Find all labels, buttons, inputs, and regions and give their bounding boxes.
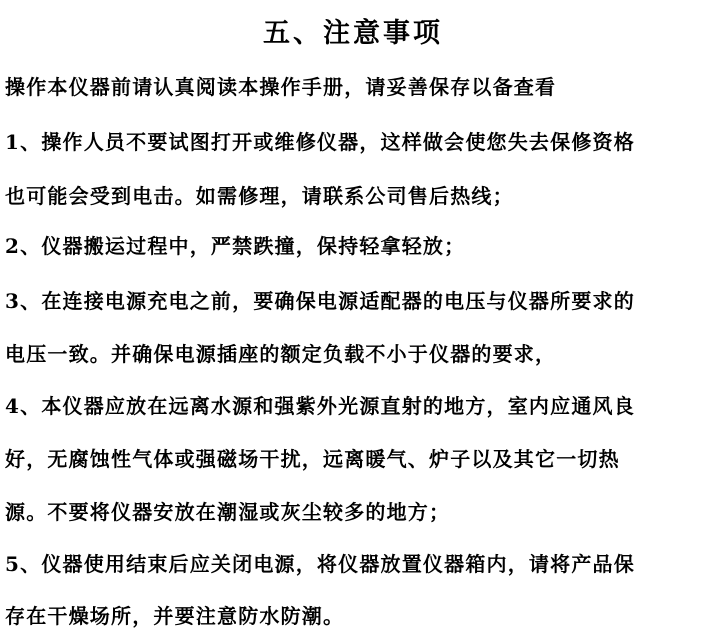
item-4-line-2: 好，无腐蚀性气体或强磁场干扰，远离暖气、炉子以及其它一切热: [5, 447, 620, 471]
item-4-line-3: 源。不要将仪器安放在潮湿或灰尘较多的地方；: [5, 500, 451, 524]
item-3-line-1: 3、在连接电源充电之前，要确保电源适配器的电压与仪器所要求的: [5, 289, 635, 313]
item-1-line-2: 也可能会受到电击。如需修理，请联系公司售后热线；: [5, 184, 514, 208]
item-3-line-2: 电压一致。并确保电源插座的额定负载不小于仪器的要求，: [5, 342, 557, 366]
item-4-line-1: 4、本仪器应放在远离水源和强紫外光源直射的地方，室内应通风良: [5, 394, 635, 418]
section-title: 五、注意事项: [263, 18, 443, 49]
intro-text: 操作本仪器前请认真阅读本操作手册，请妥善保存以备查看: [5, 75, 557, 99]
item-5-line-1: 5、仪器使用结束后应关闭电源，将仪器放置仪器箱内，请将产品保: [5, 552, 635, 576]
item-2-line-1: 2、仪器搬运过程中，严禁跌撞，保持轻拿轻放；: [5, 234, 466, 258]
item-5-line-2: 存在干燥场所，并要注意防水防潮。: [5, 604, 345, 628]
item-1-line-1: 1、操作人员不要试图打开或维修仪器，这样做会使您失去保修资格: [5, 130, 635, 154]
